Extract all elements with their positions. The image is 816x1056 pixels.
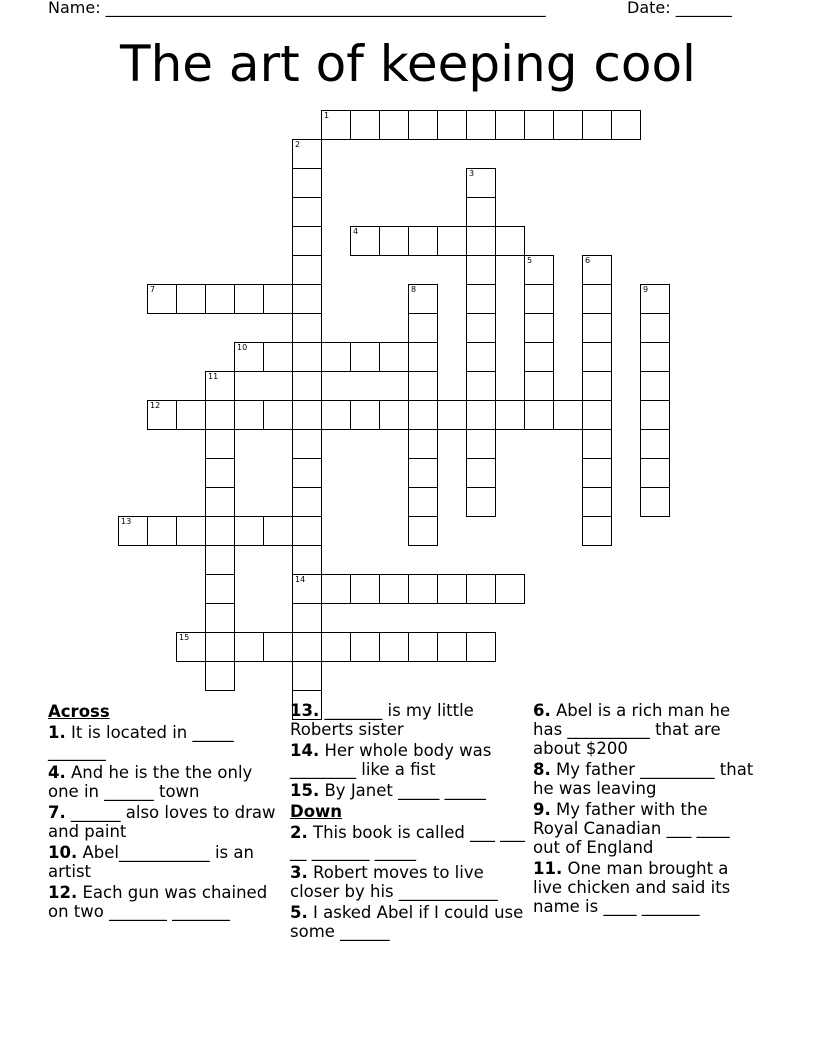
clue-text: Her whole body was ________ like a fist xyxy=(290,741,492,779)
grid-cell[interactable] xyxy=(176,400,206,430)
clue-down-5 xyxy=(290,903,526,941)
grid-cell[interactable] xyxy=(292,603,322,633)
grid-cell[interactable] xyxy=(524,400,554,430)
cell-number: 14 xyxy=(295,575,306,584)
grid-cell[interactable] xyxy=(466,110,496,140)
grid-cell[interactable] xyxy=(466,342,496,372)
grid-cell[interactable] xyxy=(292,371,322,401)
grid-cell[interactable] xyxy=(640,342,670,372)
grid-cell[interactable] xyxy=(379,400,409,430)
cell-number: 2 xyxy=(295,140,301,149)
grid-cell[interactable] xyxy=(205,661,235,691)
grid-cell[interactable] xyxy=(553,110,583,140)
clue-number: 11. xyxy=(533,859,563,878)
cell-number: 11 xyxy=(208,372,219,381)
grid-cell[interactable] xyxy=(205,487,235,517)
grid-cell[interactable] xyxy=(292,168,322,198)
cell-number: 10 xyxy=(237,343,248,352)
clue-text: Robert moves to live closer by his ____________ xyxy=(290,863,498,901)
grid-cell[interactable] xyxy=(350,400,380,430)
grid-cell[interactable] xyxy=(379,632,409,662)
clue-down-2 xyxy=(290,823,526,861)
grid-cell[interactable] xyxy=(408,313,438,343)
grid-cell[interactable] xyxy=(176,516,206,546)
clue-text: _______ is my little Roberts sister xyxy=(290,701,474,739)
grid-cell[interactable] xyxy=(321,632,351,662)
cell-number: 6 xyxy=(585,256,591,265)
grid-cell[interactable] xyxy=(611,110,641,140)
grid-cell[interactable] xyxy=(292,429,322,459)
grid-cell[interactable] xyxy=(466,429,496,459)
clue-across-4 xyxy=(48,763,280,801)
grid-cell[interactable] xyxy=(582,516,612,546)
grid-cell[interactable] xyxy=(640,458,670,488)
grid-cell[interactable] xyxy=(234,284,264,314)
grid-cell[interactable] xyxy=(292,458,322,488)
grid-cell[interactable] xyxy=(263,400,293,430)
grid-cell[interactable] xyxy=(234,342,264,372)
grid-cell[interactable] xyxy=(379,110,409,140)
grid-cell[interactable] xyxy=(350,226,380,256)
clue-number: 14. xyxy=(290,741,320,760)
clue-across-14 xyxy=(290,741,526,779)
clue-down-3 xyxy=(290,863,526,901)
grid-cell[interactable] xyxy=(292,255,322,285)
clue-number: 12. xyxy=(48,883,78,902)
grid-cell[interactable] xyxy=(292,516,322,546)
grid-cell[interactable] xyxy=(408,516,438,546)
grid-cell[interactable] xyxy=(640,371,670,401)
grid-cell[interactable] xyxy=(205,603,235,633)
cell-number: 5 xyxy=(527,256,533,265)
grid-cell[interactable] xyxy=(350,342,380,372)
grid-cell[interactable] xyxy=(263,284,293,314)
grid-cell[interactable] xyxy=(147,516,177,546)
grid-cell[interactable] xyxy=(524,110,554,140)
clue-down-8 xyxy=(533,760,758,798)
grid-cell[interactable] xyxy=(640,487,670,517)
clue-down-6 xyxy=(533,701,758,758)
grid-cell[interactable] xyxy=(437,400,467,430)
grid-cell[interactable] xyxy=(495,400,525,430)
puzzle-title: The art of keeping cool xyxy=(120,35,696,93)
clue-number: 6. xyxy=(533,701,551,720)
grid-cell[interactable] xyxy=(466,168,496,198)
clue-across-7 xyxy=(48,803,280,841)
grid-cell[interactable] xyxy=(176,632,206,662)
clue-number: 10. xyxy=(48,843,78,862)
grid-cell[interactable] xyxy=(524,342,554,372)
clues-column-3 xyxy=(533,701,758,918)
grid-cell[interactable] xyxy=(582,313,612,343)
clue-across-13 xyxy=(290,701,526,739)
grid-cell[interactable] xyxy=(408,458,438,488)
clue-down-11 xyxy=(533,859,758,916)
clue-number: 5. xyxy=(290,903,308,922)
grid-cell[interactable] xyxy=(466,574,496,604)
grid-cell[interactable] xyxy=(379,342,409,372)
grid-cell[interactable] xyxy=(524,255,554,285)
grid-cell[interactable] xyxy=(292,284,322,314)
clue-number: 3. xyxy=(290,863,308,882)
grid-cell[interactable] xyxy=(292,632,322,662)
grid-cell[interactable] xyxy=(205,458,235,488)
grid-cell[interactable] xyxy=(408,371,438,401)
clue-across-10 xyxy=(48,843,280,881)
grid-cell[interactable] xyxy=(263,632,293,662)
grid-cell[interactable] xyxy=(205,284,235,314)
cell-number: 3 xyxy=(469,169,475,178)
clue-across-15 xyxy=(290,781,526,800)
grid-cell[interactable] xyxy=(582,458,612,488)
grid-cell[interactable] xyxy=(292,139,322,169)
grid-cell[interactable] xyxy=(205,574,235,604)
cell-number: 8 xyxy=(411,285,417,294)
grid-cell[interactable] xyxy=(640,429,670,459)
grid-cell[interactable] xyxy=(292,313,322,343)
grid-cell[interactable] xyxy=(466,284,496,314)
clue-text: Abel___________ is an artist xyxy=(48,843,254,881)
cell-number: 13 xyxy=(121,517,132,526)
grid-cell[interactable] xyxy=(582,342,612,372)
grid-cell[interactable] xyxy=(582,371,612,401)
grid-cell[interactable] xyxy=(234,632,264,662)
clue-number: 7. xyxy=(48,803,66,822)
grid-cell[interactable] xyxy=(582,429,612,459)
clue-text: And he is the the only one in ______ town xyxy=(48,763,253,801)
cell-number: 12 xyxy=(150,401,161,410)
grid-cell[interactable] xyxy=(466,400,496,430)
grid-cell[interactable] xyxy=(379,226,409,256)
grid-cell[interactable] xyxy=(437,632,467,662)
grid-cell[interactable] xyxy=(292,226,322,256)
cell-number: 9 xyxy=(643,285,649,294)
grid-cell[interactable] xyxy=(205,371,235,401)
grid-cell[interactable] xyxy=(408,226,438,256)
grid-cell[interactable] xyxy=(321,110,351,140)
grid-cell[interactable] xyxy=(350,632,380,662)
grid-cell[interactable] xyxy=(408,342,438,372)
clue-down-9 xyxy=(533,800,758,857)
grid-cell[interactable] xyxy=(234,516,264,546)
clue-text: By Janet _____ _____ xyxy=(324,781,486,800)
grid-cell[interactable] xyxy=(350,574,380,604)
clue-number: 4. xyxy=(48,763,66,782)
across-heading: Across xyxy=(48,702,110,721)
grid-cell[interactable] xyxy=(640,400,670,430)
grid-cell[interactable] xyxy=(321,342,351,372)
clues-column-2 xyxy=(290,701,526,943)
grid-cell[interactable] xyxy=(495,110,525,140)
grid-cell[interactable] xyxy=(379,574,409,604)
grid-cell[interactable] xyxy=(495,574,525,604)
grid-cell[interactable] xyxy=(466,255,496,285)
clue-number: 8. xyxy=(533,760,551,779)
clue-text: This book is called ___ ___ __ _______ _____ xyxy=(290,823,525,861)
name-field-line: Name: _______________________________________________________ xyxy=(48,0,546,17)
grid-cell[interactable] xyxy=(408,632,438,662)
grid-cell[interactable] xyxy=(524,313,554,343)
grid-cell[interactable] xyxy=(292,342,322,372)
grid-cell[interactable] xyxy=(176,284,206,314)
grid-cell[interactable] xyxy=(466,197,496,227)
grid-cell[interactable] xyxy=(321,400,351,430)
grid-cell[interactable] xyxy=(640,284,670,314)
grid-cell[interactable] xyxy=(147,400,177,430)
grid-cell[interactable] xyxy=(466,313,496,343)
clue-text: I asked Abel if I could use some ______ xyxy=(290,903,524,941)
grid-cell[interactable] xyxy=(205,516,235,546)
clue-number: 2. xyxy=(290,823,308,842)
clue-number: 15. xyxy=(290,781,320,800)
grid-cell[interactable] xyxy=(582,255,612,285)
grid-cell[interactable] xyxy=(118,516,148,546)
grid-cell[interactable] xyxy=(408,284,438,314)
grid-cell[interactable] xyxy=(408,110,438,140)
cell-number: 4 xyxy=(353,227,359,236)
clue-text: It is located in _____ _______ xyxy=(48,723,234,761)
clue-number: 9. xyxy=(533,800,551,819)
grid-cell[interactable] xyxy=(292,574,322,604)
cell-number: 15 xyxy=(179,633,190,642)
clue-across-12 xyxy=(48,883,280,921)
clue-text: Each gun was chained on two _______ _______ xyxy=(48,883,268,921)
grid-cell[interactable] xyxy=(321,574,351,604)
grid-cell[interactable] xyxy=(205,429,235,459)
grid-cell[interactable] xyxy=(640,313,670,343)
grid-cell[interactable] xyxy=(263,342,293,372)
clue-number: 13. xyxy=(290,701,320,720)
clue-text: One man brought a live chicken and said its name is ____ _______ xyxy=(533,859,731,916)
grid-cell[interactable] xyxy=(466,371,496,401)
grid-cell[interactable] xyxy=(466,458,496,488)
grid-cell[interactable] xyxy=(524,284,554,314)
grid-cell[interactable] xyxy=(234,400,264,430)
grid-cell[interactable] xyxy=(437,226,467,256)
grid-cell[interactable] xyxy=(408,400,438,430)
grid-cell[interactable] xyxy=(292,661,322,691)
grid-cell[interactable] xyxy=(408,574,438,604)
clue-text: My father with the Royal Canadian ___ ____ out of England xyxy=(533,800,730,857)
grid-cell[interactable] xyxy=(495,226,525,256)
grid-cell[interactable] xyxy=(205,400,235,430)
clue-across-1 xyxy=(48,723,280,761)
grid-cell[interactable] xyxy=(292,197,322,227)
date-field-line: Date: _______ xyxy=(627,0,732,17)
grid-cell[interactable] xyxy=(408,429,438,459)
grid-cell[interactable] xyxy=(582,400,612,430)
grid-cell[interactable] xyxy=(524,371,554,401)
grid-cell[interactable] xyxy=(466,632,496,662)
grid-cell[interactable] xyxy=(263,516,293,546)
grid-cell[interactable] xyxy=(553,400,583,430)
grid-cell[interactable] xyxy=(205,632,235,662)
grid-cell[interactable] xyxy=(437,110,467,140)
grid-cell[interactable] xyxy=(292,487,322,517)
grid-cell[interactable] xyxy=(147,284,177,314)
clue-text: Abel is a rich man he has __________ that are about $200 xyxy=(533,701,731,758)
clue-number: 1. xyxy=(48,723,66,742)
grid-cell[interactable] xyxy=(582,487,612,517)
clue-text: My father _________ that he was leaving xyxy=(533,760,754,798)
grid-cell[interactable] xyxy=(205,545,235,575)
grid-cell[interactable] xyxy=(292,400,322,430)
clue-text: ______ also loves to draw and paint xyxy=(48,803,276,841)
grid-cell[interactable] xyxy=(466,226,496,256)
cell-number: 1 xyxy=(324,111,330,120)
grid-cell[interactable] xyxy=(437,574,467,604)
down-heading: Down xyxy=(290,802,343,821)
clues-column-1 xyxy=(48,701,280,923)
grid-cell[interactable] xyxy=(350,110,380,140)
grid-cell[interactable] xyxy=(408,487,438,517)
grid-cell[interactable] xyxy=(466,487,496,517)
grid-cell[interactable] xyxy=(582,110,612,140)
cell-number: 7 xyxy=(150,285,156,294)
grid-cell[interactable] xyxy=(582,284,612,314)
grid-cell[interactable] xyxy=(292,545,322,575)
